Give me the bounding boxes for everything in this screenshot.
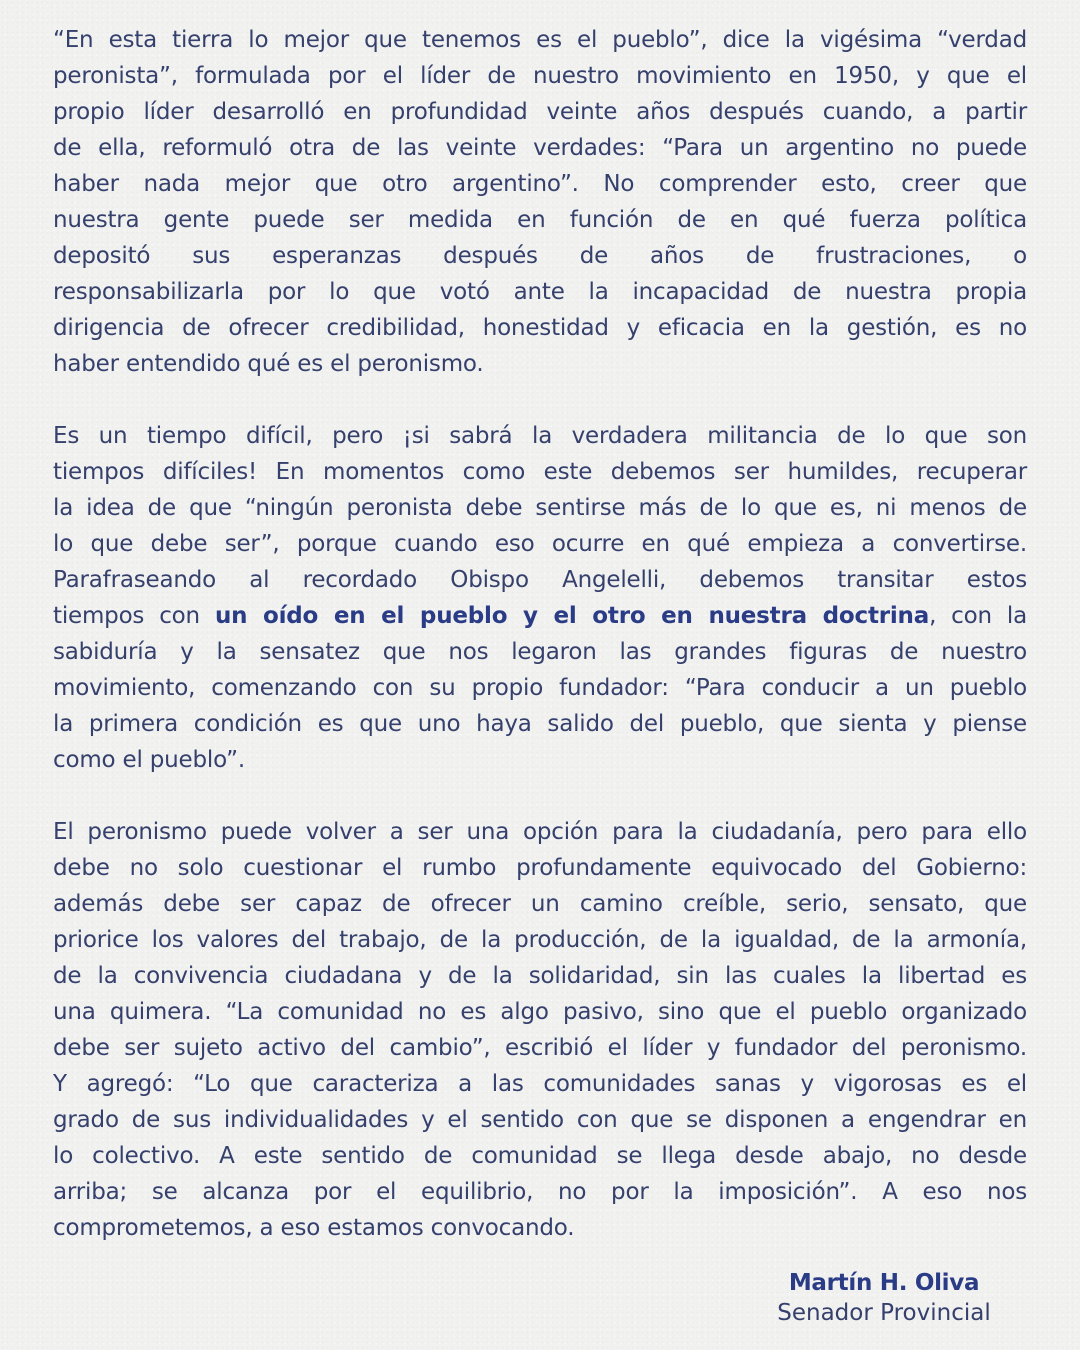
text-segment: tiempos difíciles! En momentos como este debemos ser humildes, recuperar bbox=[53, 459, 1027, 485]
text-segment: nuestra gente puede ser medida en función de en qué fuerza política bbox=[53, 207, 1027, 233]
text-segment: Parafraseando al recordado Obispo Angelelli, debemos transitar estos bbox=[53, 567, 1027, 593]
emphasized-text: un oído en el pueblo y el otro en nuestra doctrina bbox=[214, 603, 930, 629]
text-line bbox=[53, 94, 1027, 130]
text-line bbox=[53, 922, 1027, 958]
text-segment: depositó sus esperanzas después de años de frustraciones, o bbox=[53, 243, 1027, 269]
text-line bbox=[53, 994, 1027, 1030]
text-segment: además debe ser capaz de ofrecer un camino creíble, serio, sensato, que bbox=[53, 891, 1027, 917]
text-segment: priorice los valores del trabajo, de la producción, de la igualdad, de la armonía, bbox=[53, 927, 1027, 953]
text-segment: sabiduría y la sensatez que nos legaron las grandes figuras de nuestro bbox=[53, 639, 1027, 665]
text-line bbox=[53, 958, 1027, 994]
text-segment: como el pueblo”. bbox=[53, 747, 245, 773]
text-segment: El peronismo puede volver a ser una opción para la ciudadanía, pero para ello bbox=[53, 819, 1027, 845]
text-line bbox=[53, 598, 1027, 634]
text-line bbox=[53, 346, 1027, 382]
article-body bbox=[53, 22, 1027, 1282]
text-line bbox=[53, 850, 1027, 886]
author-title: Senador Provincial bbox=[777, 1300, 991, 1326]
text-line bbox=[53, 166, 1027, 202]
text-segment: responsabilizarla por lo que votó ante la incapacidad de nuestra propia bbox=[53, 279, 1027, 305]
text-line bbox=[53, 1174, 1027, 1210]
text-line bbox=[53, 1138, 1027, 1174]
text-line bbox=[53, 418, 1027, 454]
text-line bbox=[53, 202, 1027, 238]
text-line bbox=[53, 562, 1027, 598]
paragraph-1 bbox=[53, 22, 1027, 382]
text-line bbox=[53, 886, 1027, 922]
signature-block bbox=[740, 1268, 1028, 1328]
text-line bbox=[53, 58, 1027, 94]
text-segment: lo colectivo. A este sentido de comunidad se llega desde abajo, no desde bbox=[53, 1143, 1027, 1169]
text-segment: grado de sus individualidades y el sentido con que se disponen a engendrar en bbox=[53, 1107, 1027, 1133]
text-segment: movimiento, comenzando con su propio fundador: “Para conducir a un pueblo bbox=[53, 675, 1027, 701]
text-line bbox=[53, 670, 1027, 706]
text-segment: , con la bbox=[929, 603, 1027, 629]
text-line bbox=[53, 310, 1027, 346]
text-segment: Es un tiempo difícil, pero ¡si sabrá la verdadera militancia de lo que son bbox=[53, 423, 1027, 449]
text-line bbox=[53, 130, 1027, 166]
text-line bbox=[53, 454, 1027, 490]
text-line bbox=[53, 742, 1027, 778]
text-line bbox=[53, 634, 1027, 670]
paragraph-3 bbox=[53, 814, 1027, 1246]
text-segment: una quimera. “La comunidad no es algo pasivo, sino que el pueblo organizado bbox=[53, 999, 1027, 1025]
text-segment: de la convivencia ciudadana y de la solidaridad, sin las cuales la libertad es bbox=[53, 963, 1027, 989]
text-line bbox=[53, 1210, 1027, 1246]
text-line bbox=[53, 1066, 1027, 1102]
text-segment: haber nada mejor que otro argentino”. No comprender esto, creer que bbox=[53, 171, 1027, 197]
text-line bbox=[53, 1030, 1027, 1066]
text-segment: “En esta tierra lo mejor que tenemos es el pueblo”, dice la vigésima “verdad bbox=[53, 27, 1027, 53]
text-segment: comprometemos, a eso estamos convocando. bbox=[53, 1215, 575, 1241]
text-line bbox=[53, 1102, 1027, 1138]
text-segment: peronista”, formulada por el líder de nuestro movimiento en 1950, y que el bbox=[53, 63, 1027, 89]
text-line bbox=[53, 706, 1027, 742]
text-line bbox=[53, 22, 1027, 58]
text-line bbox=[53, 274, 1027, 310]
text-segment: la primera condición es que uno haya salido del pueblo, que sienta y piense bbox=[53, 711, 1027, 737]
text-line bbox=[53, 490, 1027, 526]
text-segment: haber entendido qué es el peronismo. bbox=[53, 351, 484, 377]
text-segment: debe ser sujeto activo del cambio”, escribió el líder y fundador del peronismo. bbox=[53, 1035, 1027, 1061]
text-line bbox=[53, 238, 1027, 274]
author-name: Martín H. Oliva bbox=[788, 1270, 980, 1296]
text-line bbox=[53, 526, 1027, 562]
text-segment: Y agregó: “Lo que caracteriza a las comunidades sanas y vigorosas es el bbox=[53, 1071, 1027, 1097]
text-line bbox=[53, 814, 1027, 850]
text-segment: lo que debe ser”, porque cuando eso ocurre en qué empieza a convertirse. bbox=[53, 531, 1027, 557]
text-segment: arriba; se alcanza por el equilibrio, no por la imposición”. A eso nos bbox=[53, 1179, 1027, 1205]
text-segment: de ella, reformuló otra de las veinte verdades: “Para un argentino no puede bbox=[53, 135, 1027, 161]
text-segment: tiempos con bbox=[53, 603, 215, 629]
paragraph-2 bbox=[53, 418, 1027, 778]
text-segment: propio líder desarrolló en profundidad veinte años después cuando, a partir bbox=[53, 99, 1027, 125]
text-segment: dirigencia de ofrecer credibilidad, honestidad y eficacia en la gestión, es no bbox=[53, 315, 1027, 341]
text-segment: debe no solo cuestionar el rumbo profundamente equivocado del Gobierno: bbox=[53, 855, 1027, 881]
text-segment: la idea de que “ningún peronista debe sentirse más de lo que es, ni menos de bbox=[53, 495, 1027, 521]
